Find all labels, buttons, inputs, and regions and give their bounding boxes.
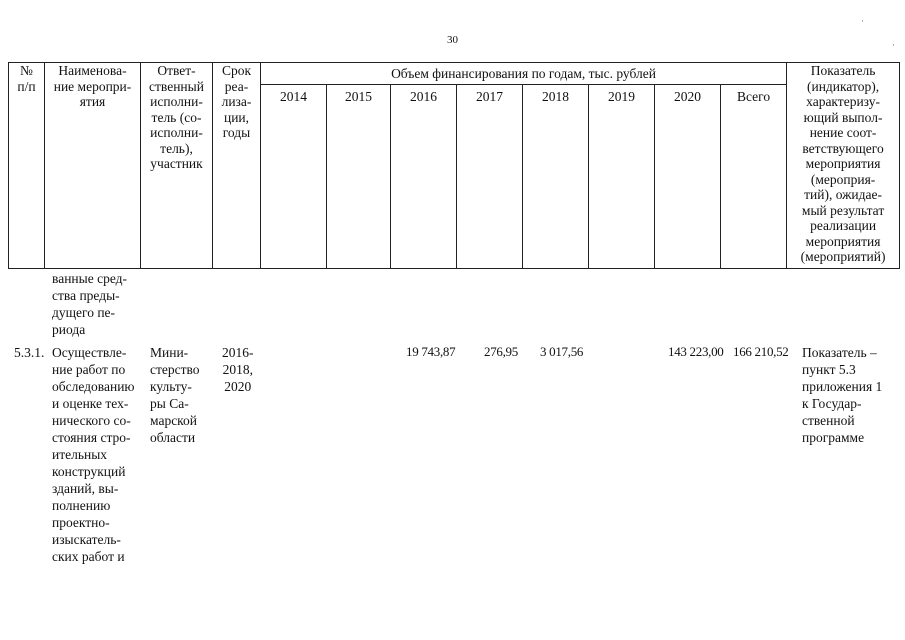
row-term: 2016- 2018, 2020 [222, 345, 254, 394]
row-number: 5.3.1. [14, 345, 45, 360]
header-funding: Объем финансирования по годам, тыс. рублей [261, 63, 787, 85]
header-term: Срок реа- лиза- ции, годы [213, 63, 261, 269]
row-value-2016: 19 743,87 [406, 344, 456, 359]
scan-speck: · [892, 40, 895, 50]
header-year: 2020 [655, 85, 721, 269]
header-year: 2016 [391, 85, 457, 269]
funding-table-header [8, 62, 900, 269]
header-year: 2018 [523, 85, 589, 269]
header-year: 2014 [261, 85, 327, 269]
row-value-total: 166 210,52 [733, 344, 789, 359]
header-event-name: Наименова- ние меропри- ятия [45, 63, 141, 269]
header-responsible: Ответ- ственный исполни- тель (со- исполни- тель), участник [141, 63, 213, 269]
header-year: 2015 [327, 85, 391, 269]
row-event-name: Осуществле- ние работ по обследованию и оценке тех- нического со- стояния стро- ительных конструкций зданий, вы- полнению проектно- изыскатель- ских работ и [52, 345, 135, 564]
header-indicator: Показатель (индикатор), характеризу- ющий выпол- нение соот- ветствующего мероприятия (мероприя- тий), ожидае- мый результат реализации мероприятия (мероприятий) [787, 63, 900, 269]
header-year: 2017 [457, 85, 523, 269]
row-value-2017: 276,95 [484, 344, 518, 359]
continuation-text: ванные сред- ства преды- дущего пе- риода [52, 271, 127, 337]
row-responsible: Мини- стерство культу- ры Са- марской области [150, 345, 200, 445]
row-value-2018: 3 017,56 [540, 344, 584, 359]
row-indicator: Показатель – пункт 5.3 приложения 1 к Государ- ственной программе [802, 345, 883, 445]
header-year: 2019 [589, 85, 655, 269]
header-number: № п/п [9, 63, 45, 269]
header-total: Всего [721, 85, 787, 269]
scan-speck: · [861, 16, 864, 26]
page-number: 30 [447, 34, 458, 46]
row-value-2020: 143 223,00 [668, 344, 724, 359]
